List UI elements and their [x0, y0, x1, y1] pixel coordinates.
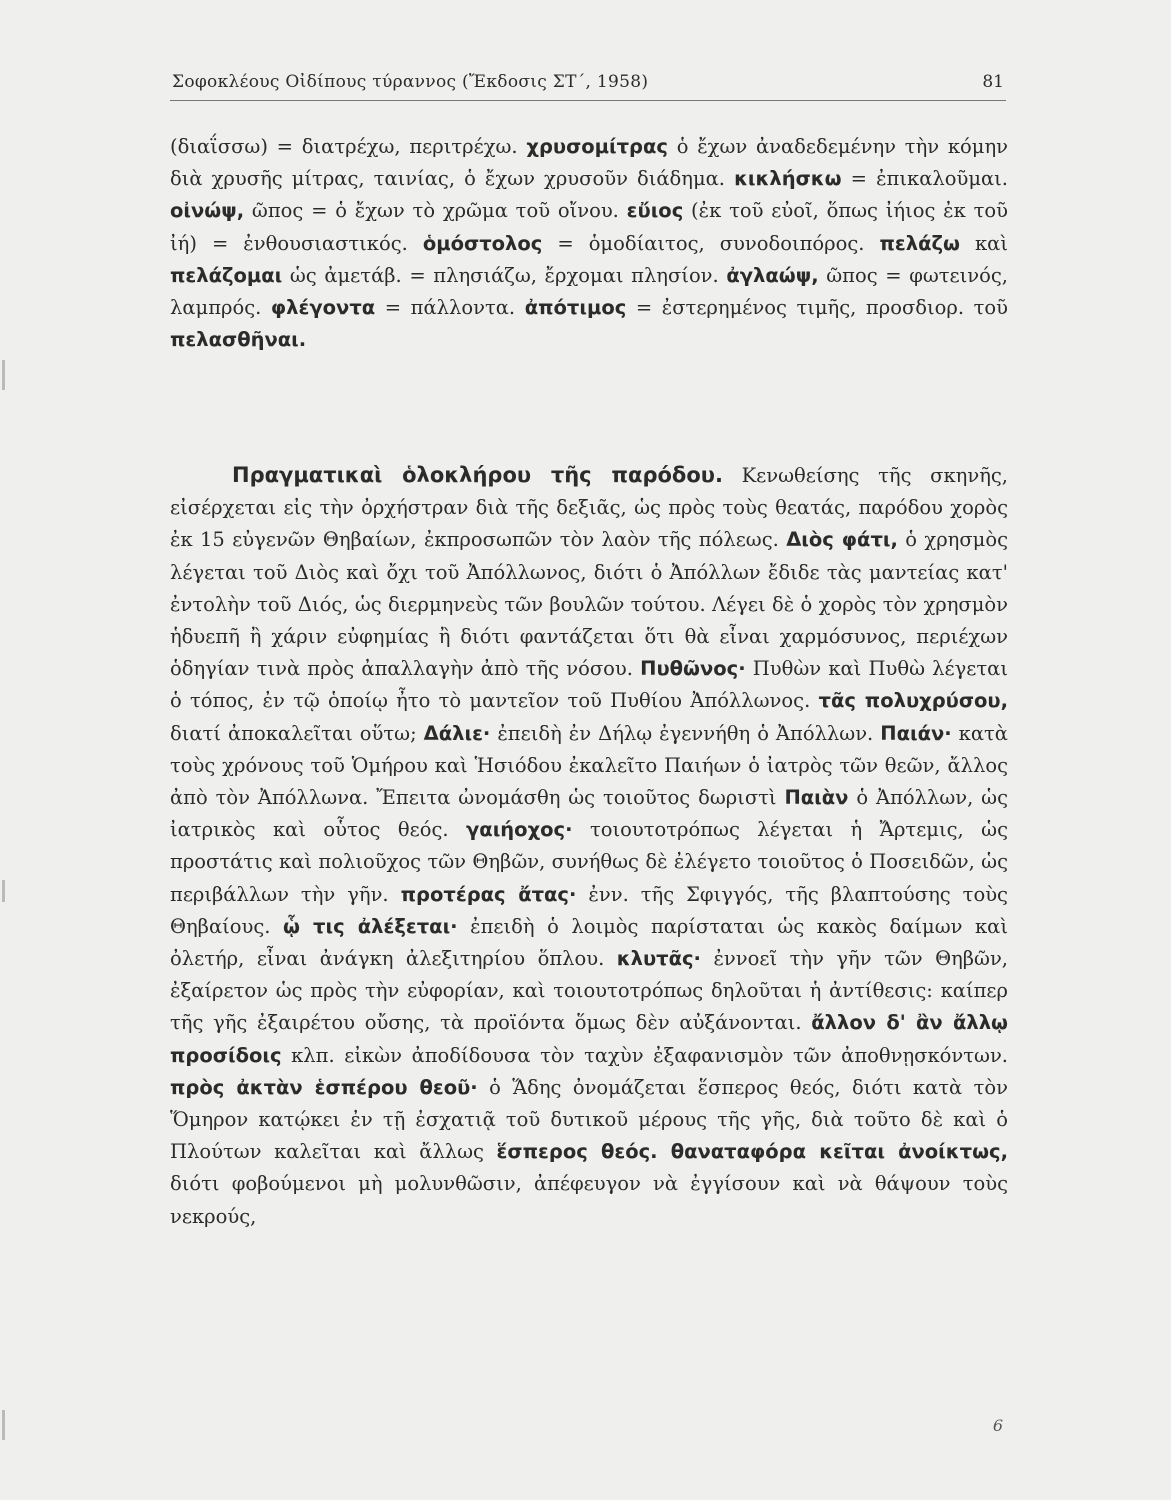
body-text: διατί ἀποκαλεῖται οὕτω; [170, 721, 424, 745]
body-text: ὁ ἔχων ἀναδεδεμένην τὴν κόμην διὰ χρυσῆς μίτρας, ταινίας, ὁ ἔχων χρυσοῦν διάδημα. [170, 135, 1008, 191]
body-text: ἐπειδὴ ἐν Δήλῳ ἐγεννήθη ὁ Ἀπόλλων. [490, 721, 881, 745]
page-edge-mark [2, 1410, 5, 1440]
body-text: ῶπος = ὁ ἔχων τὸ χρῶμα τοῦ οἴνου. [244, 199, 627, 223]
body-text: = ὁμοδίαιτος, συνοδοιπόρος. [542, 231, 880, 255]
body-text: Κενωθείσης τῆς σκηνῆς, εἰσέρχεται εἰς τὴν ὀρχήστραν διὰ τῆς δεξιᾶς, ὡς πρὸς τοὺς θεατάς, παρόδου χορὸς ἐκ 15 εὐγενῶν Θηβαίων, ἐκπροσωπῶν τὸν λαὸν τῆς πόλεως. [170, 464, 1008, 552]
body-text: ὁ Ἅδης ὀνομάζεται ἕσπερος θεός, διότι κατὰ τὸν Ὅμηρον κατῴκει ἐν τῇ ἐσχατιᾷ τοῦ δυτικοῦ μέρους τῆς γῆς, διὰ τοῦτο δὲ καὶ ὁ Πλούτων καλεῖται καὶ ἄλλως [170, 1075, 1008, 1164]
lemma-term: πρὸς ἀκτὰν ἑσπέρου θεοῦ· [170, 1075, 478, 1099]
lemma-term: Παιάν· [880, 721, 952, 745]
lemma-term: Παιὰν [784, 786, 849, 810]
lemma-term: ᾧ τις ἀλέξεται· [283, 914, 458, 938]
lemma-term: κικλήσκω [734, 167, 842, 191]
lemma-term: γαιήοχος· [466, 818, 573, 842]
lemma-term: κλυτᾶς· [616, 947, 701, 971]
lemma-term: ἕσπερος θεός. θαναταφόρα κεῖται ἀνοίκτως, [496, 1140, 1008, 1164]
commentary-paragraph [170, 459, 1008, 1233]
page-edge-mark [2, 880, 5, 902]
commentary-text [170, 459, 1008, 1233]
body-text: = πάλλοντα. [375, 296, 525, 320]
lemma-term: χρυσομίτρας [526, 135, 668, 158]
lemma-term: πελάζω [879, 231, 960, 255]
lemma-term: ὁμόστολος [422, 231, 543, 255]
signature-mark: 6 [992, 1416, 1003, 1435]
body-text: ὡς ἀμετάβ. = πλησιάζω, ἔρχομαι πλησίον. [282, 263, 727, 287]
lemma-term: πελασθῆναι. [170, 328, 307, 352]
body-text: κατὰ τοὺς χρόνους τοῦ Ὁμήρου καὶ Ἡσιόδου ἐκαλεῖτο Παιήων ὁ ἰατρὸς τῶν θεῶν, ἄλλος ἀπὸ τὸν Ἀπόλλωνα. Ἔπειτα ὠνομάσθη ὡς τοιοῦτος δωριστὶ [170, 721, 1008, 810]
body-text: (διαΐσσω) = διατρέχω, περιτρέχω. [170, 135, 527, 158]
body-text: ῶπος = φωτεινός, λαμπρός. [170, 263, 1008, 320]
section-heading: Πραγματικαὶ ὁλοκλήρου τῆς παρόδου. [232, 463, 723, 487]
lemma-term: Δάλιε· [423, 721, 491, 745]
body-text: ἐννοεῖ τὴν γῆν τῶν Θηβῶν, ἐξαίρετον ὡς πρὸς τὴν εὐφορίαν, καὶ τοιουτοτρόπως δηλοῦται ἡ ἀντίθεσις: καίπερ τῆς γῆς ἐξαιρέτου οὔσης, τὰ προϊόντα ὅμως δὲν αὐξάνονται. [170, 947, 1009, 1035]
lemma-term: εὔιος [626, 199, 684, 223]
running-header [170, 64, 1006, 101]
body-text: τοιουτοτρόπως λέγεται ἡ Ἄρτεμις, ὡς προστάτις καὶ πολιοῦχος τῶν Θηβῶν, συνήθως δὲ ἐλέγετο τοιοῦτος ὁ Ποσειδῶν, ὡς περιβάλλων τὴν γῆν. [170, 818, 1008, 906]
body-text: ἐνν. τῆς Σφιγγός, τῆς βλαπτούσης τοὺς Θηβαίους. [170, 882, 1008, 938]
lemma-term: Διὸς φάτι, [786, 528, 898, 552]
body-text: διότι φοβούμενοι μὴ μολυνθῶσιν, ἀπέφευγον νὰ ἐγγίσουν καὶ νὰ θάψουν τοὺς νεκρούς, [170, 1172, 1008, 1228]
page-edge-mark [2, 360, 5, 390]
body-text: ὁ Ἀπόλλων, ὡς ἰατρικὸς καὶ οὗτος θεός. [170, 786, 1008, 842]
lemma-term: φλέγοντα [270, 296, 376, 320]
body-text: ἐπειδὴ ὁ λοιμὸς παρίσταται ὡς κακὸς δαίμων καὶ ὀλετήρ, εἶναι ἀνάγκη ἀλεξιτηρίου ὅπλου. [170, 914, 1008, 971]
body-text: καὶ [959, 231, 1008, 255]
page-number: 81 [982, 72, 1004, 92]
body-text: (ἐκ τοῦ εὐοῖ, ὅπως ἰήιος ἐκ τοῦ ἰή) = ἐνθουσιαστικός. [170, 199, 1008, 255]
lemma-term: πελάζομαι [170, 263, 283, 287]
body-text: Πυθὼν καὶ Πυθὼ λέγεται ὁ τόπος, ἐν τῷ ὁποίῳ ἦτο τὸ μαντεῖον τοῦ Πυθίου Ἀπόλλωνος. [170, 657, 1008, 713]
lemma-term: ἀπότιμος [524, 296, 627, 320]
lemma-term: οἰνώψ, [170, 199, 245, 223]
lemma-term: ἀγλαώψ, [726, 263, 819, 287]
body-text: κλπ. εἰκὼν ἀποδίδουσα τὸν ταχὺν ἐξαφανισμὸν τῶν ἀποθνῃσκόντων. [281, 1043, 1008, 1067]
lemma-term: προτέρας ἄτας· [400, 882, 577, 906]
header-title: Σοφοκλέους Οἰδίπους τύραννος (Ἔκδοσις ΣΤ΄, 1958) [172, 72, 649, 92]
glossary-text [170, 131, 1008, 356]
glossary-paragraph [170, 131, 1008, 356]
body-text: = ἐστερημένος τιμῆς, προσδιορ. τοῦ [626, 296, 1008, 320]
lemma-term: τᾶς πολυχρύσου, [818, 689, 1009, 713]
body-text: = ἐπικαλοῦμαι. [841, 167, 1009, 191]
lemma-term: Πυθῶνος· [640, 657, 746, 681]
lemma-term: ἄλλον δ' ἂν ἄλλῳ προσίδοις [170, 1011, 1008, 1067]
body-text: ὁ χρησμὸς λέγεται τοῦ Διὸς καὶ ὄχι τοῦ Ἀπόλλωνος, διότι ὁ Ἀπόλλων ἔδιδε τὰς μαντείας κατ' ἐντολὴν τοῦ Διός, ὡς διερμηνεὺς τῶν βουλῶν τούτου. Λέγει δὲ ὁ χορὸς τὸν χρησμὸν ἡδυεπῆ ἢ χάριν εὐφημίας ἢ διότι φαντάζεται ὅτι θὰ εἶναι χαρμόσυνος, περιέχων ὁδηγίαν τινὰ πρὸς ἀπαλλαγὴν ἀπὸ τῆς νόσου. [170, 528, 1009, 681]
